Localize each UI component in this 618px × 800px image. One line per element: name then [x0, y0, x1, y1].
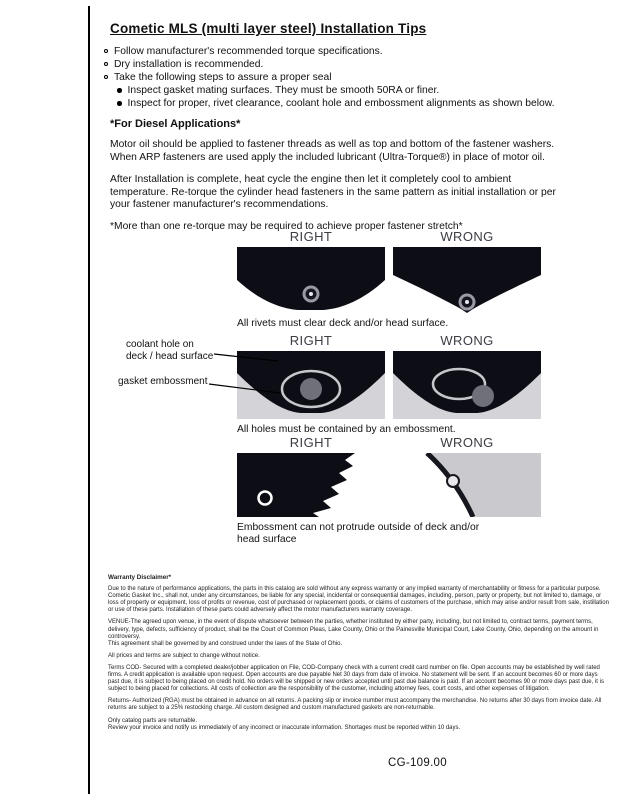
dot-bullet-icon — [117, 101, 122, 106]
diesel-applications-section — [110, 118, 562, 244]
bullet-text: Inspect gasket mating surfaces. They must be smooth 50RA or finer. — [127, 85, 440, 96]
hole-right-diagram — [237, 351, 385, 419]
diagram-boxes — [237, 453, 549, 517]
protrusion-right-diagram — [237, 453, 385, 517]
warranty-disclaimer-section — [108, 574, 610, 737]
wrong-label: WRONG — [440, 229, 494, 244]
disclaimer-paragraph: Returns- Authorized (RGA) must be obtained in advance on all returns. A packing slip or invoice number must accompany the merchandise. No returns after 30 days from invoice date. All returns are subject to a 25% restocking charge. All custom designed and custom manufactured gaskets are non-returnable. — [108, 698, 602, 712]
diagram-boxes — [237, 247, 549, 313]
page-number: CG-109.00 — [388, 757, 447, 769]
protrusion-wrong-diagram — [393, 453, 541, 517]
list-item — [104, 71, 566, 84]
embossment-ring — [447, 475, 459, 487]
wrong-label: WRONG — [440, 435, 494, 450]
right-label: RIGHT — [289, 229, 333, 244]
coolant-hole — [472, 385, 494, 407]
rivet-right-diagram — [237, 247, 385, 313]
diagram-header-row — [237, 229, 549, 244]
wrong-label: WRONG — [440, 333, 494, 348]
disclaimer-paragraph: Due to the nature of performance applications, the parts in this catalog are sold without any express warranty or any implied warranty of merchantability or fitness for a particular purpose. Cometic Gasket Inc., shall not, under any circumstances, be liable for any special, incidental or consequential damages, including, person, party or property, but not limited to, damage, or loss of property or equipment, loss of profits or revenue, cost of purchased or replacement goods, or claims of customers of the purchase, which may arise and/or result from sale, instillation or use of these parts. Installation of these parts could adversely affect the motor manufacturers warranty coverage. — [108, 586, 609, 614]
coolant-hole — [300, 378, 322, 400]
diagram-header-row — [237, 435, 549, 450]
right-label: RIGHT — [289, 333, 333, 348]
dot-bullet-icon — [117, 88, 122, 93]
retorque-note: *More than one re-torque may be required to achieve proper fastener stretch* — [110, 221, 463, 233]
diagram-boxes — [237, 351, 549, 419]
gasket-embossment-label: gasket embossment — [118, 376, 208, 387]
page-title: Cometic MLS (multi layer steel) Installation Tips — [110, 21, 427, 36]
diagram-row-holes — [237, 333, 549, 436]
list-item — [117, 84, 566, 97]
disclaimer-paragraph: Terms COD- Secured with a completed dealer/jobber application on File, COD-Company check with a current credit card number on file. Open accounts may be established by well rated firms. A credit application is available upon request. Open accounts are due payable Net 30 days from date of invoice. No statement will be sent. If an account becomes 60 or more days past due, it is subject to being placed on credit hold. No orders will be shipped or new orders accepted until past due balance is paid. If an account becomes 90 or more days past due, it is subject to being placed for collections. All costs of collection are the responsibility of the customer, including attorney fees, court costs, and other expenses of litigation. — [108, 664, 604, 693]
hole-wrong-diagram — [393, 351, 541, 419]
list-item — [117, 97, 566, 110]
disclaimer-paragraph: Only catalog parts are returnable. — [108, 717, 198, 724]
circle-bullet-icon — [104, 75, 108, 79]
diesel-heading: *For Diesel Applications* — [110, 118, 241, 130]
list-item — [104, 58, 566, 71]
disclaimer-paragraph: All prices and terms are subject to change without notice. — [108, 652, 260, 659]
rivet-wrong-diagram — [393, 247, 541, 313]
bullet-text: Follow manufacturer's recommended torque specifications. — [114, 46, 383, 57]
disclaimer-paragraph: This agreement shall be governed by and construed under the laws of the State of Ohio. — [108, 640, 343, 647]
diesel-paragraph: Motor oil should be applied to fastener threads as well as top and bottom of the fastener washers. When ARP fasteners are used apply the included lubricant (Ultra-Torque®) in place of motor oil. — [110, 139, 555, 163]
diesel-paragraph: After Installation is complete, heat cycle the engine then let it completely cool to ambient temperature. Re-torque the cylinder head fasteners in the same pattern as initial installation or per your fastener manufacturer's recommendations. — [110, 174, 556, 211]
installation-tips-list — [104, 45, 566, 110]
diagram-caption: All holes must be contained by an embossment. — [237, 424, 456, 435]
diagram-caption: All rivets must clear deck and/or head surface. — [237, 318, 449, 329]
bullet-text: Dry installation is recommended. — [114, 59, 264, 70]
diagram-row-protrusion — [237, 435, 549, 546]
diagram-caption: Embossment can not protrude outside of deck and/or head surface — [237, 522, 480, 545]
diagram-row-rivets — [237, 229, 549, 330]
list-item — [104, 45, 566, 58]
disclaimer-paragraph: Review your invoice and notify us immediately of any incorrect or inaccurate information. Shortages must be reported within 10 days. — [108, 724, 461, 731]
diagram-header-row — [237, 333, 549, 348]
bullet-text: Take the following steps to assure a proper seal — [114, 72, 332, 83]
circle-bullet-icon — [104, 62, 108, 66]
disclaimer-heading: Warranty Disclaimer* — [108, 574, 172, 581]
coolant-hole-label: coolant hole on deck / head surface — [126, 339, 214, 362]
disclaimer-paragraph: VENUE-The agreed upon venue, in the event of dispute whatsoever between the parties, whether instituted by either party, including, but not limited to, contract terms, payment terms, delivery, type, defects, sufficiency of product, shall be the Court of Common Pleas, Lake County, Ohio or the Painesville Municipal Court, Lake County, Ohio, depending on the amount in controversy. — [108, 619, 599, 640]
page-left-border — [88, 6, 90, 794]
circle-bullet-icon — [104, 49, 108, 53]
right-label: RIGHT — [289, 435, 333, 450]
bullet-text: Inspect for proper, rivet clearance, coolant hole and embossment alignments as shown below. — [127, 98, 555, 109]
